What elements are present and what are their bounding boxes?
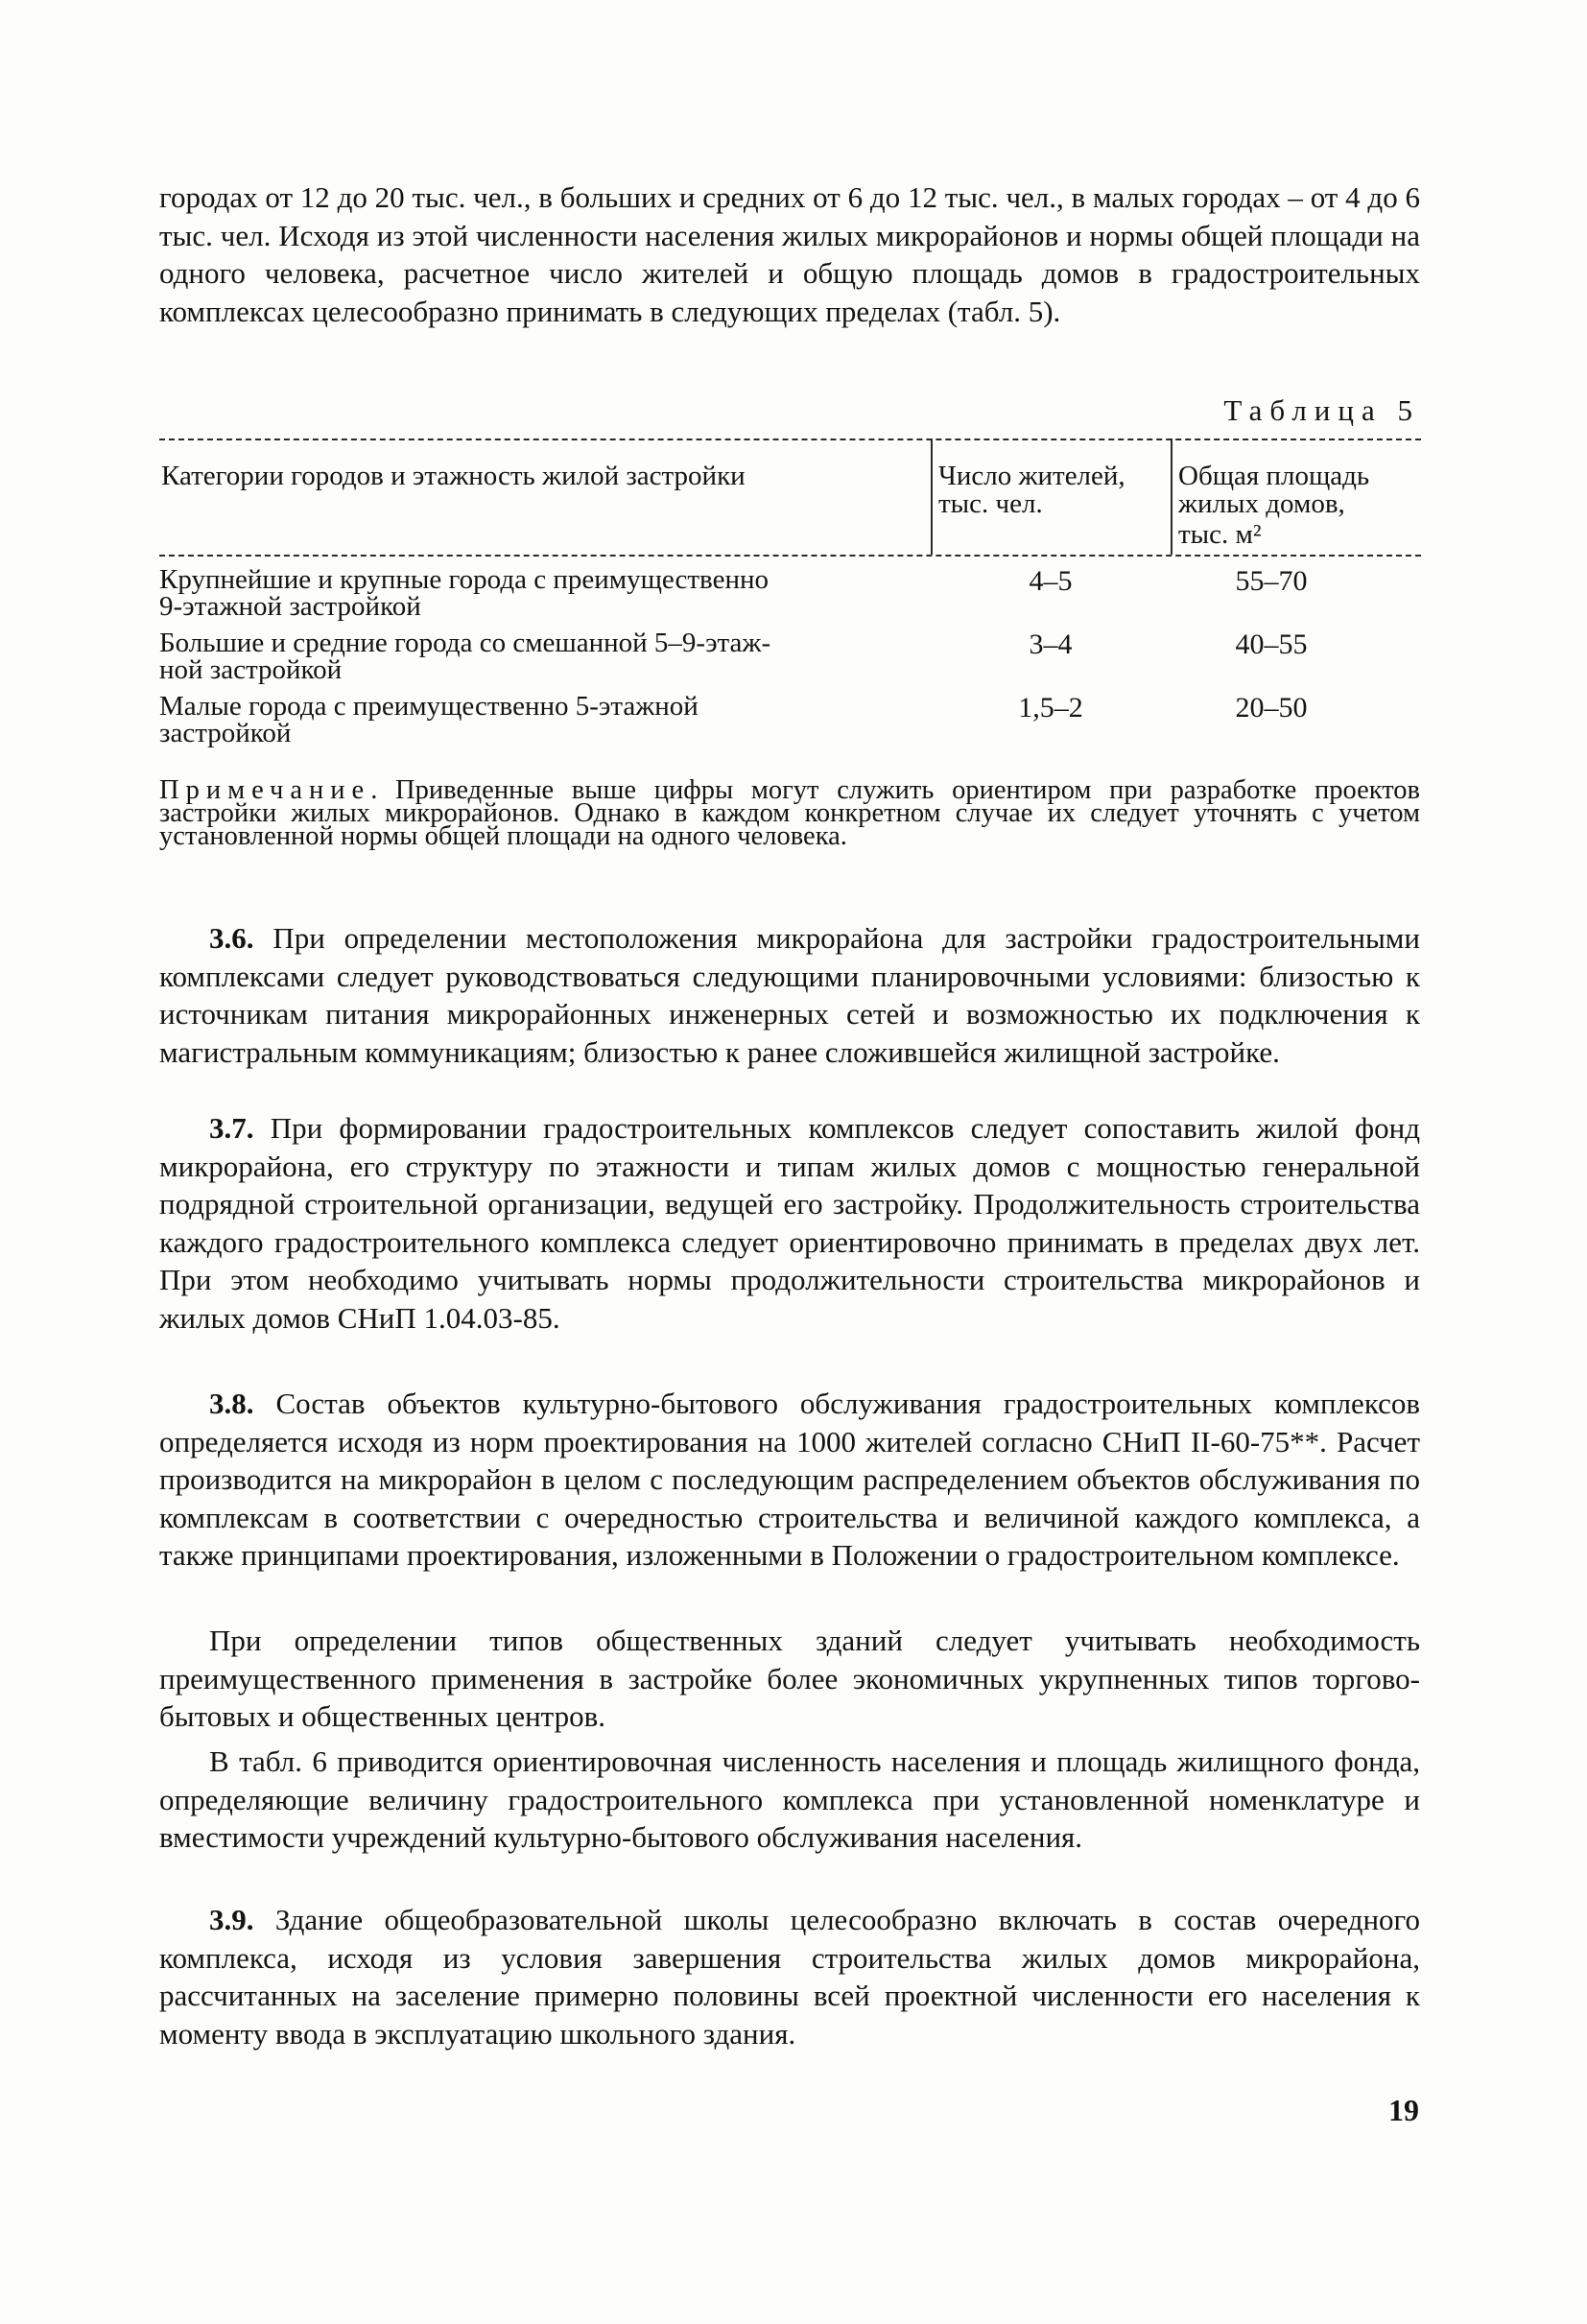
intro-paragraph: городах от 12 до 20 тыс. чел., в больших и средних от 6 до 12 тыс. чел., в малых городах – от 4 до 6 тыс. чел. Исходя из этой численности населения жилых микрорайонов и нормы общей площади на одного человека, расчетное число жителей и общую площадь домов в градостроительных комплексах целесообразно принимать в следующих пределах (табл. 5). — [159, 180, 1420, 328]
row2-area: 40–55 — [1235, 628, 1308, 660]
row1-category-line2: 9-этажной застройкой — [159, 591, 421, 622]
section-number: 3.7. — [209, 1111, 254, 1145]
header-area-line1: Общая площадь — [1178, 461, 1370, 491]
note-label: Примечание — [159, 775, 371, 805]
row1-area: 55–70 — [1235, 565, 1308, 597]
row1-residents: 4–5 — [1029, 565, 1073, 597]
section-3-7 — [159, 1109, 1420, 1337]
header-area-line2: жилых домов, — [1178, 488, 1345, 519]
table-header-rule — [159, 555, 1421, 557]
header-residents-line1: Число жителей, — [938, 461, 1125, 491]
row3-residents: 1,5–2 — [1018, 692, 1083, 723]
section-text: Состав объектов культурно-бытового обслуживания градостроительных комплексов определяется исходя из норм проектирования на 1000 жителей согласно СНиП II-60-75**. Расчет производится на микрорайон в целом с последующим распределением объектов обслуживания по комплексам в соответствии с очередностью строительства и величиной каждого комплекса, а также принципами проектирования, изложенными в Положении о градостроительном комплексе. — [159, 1387, 1420, 1572]
row3-area: 20–50 — [1235, 692, 1308, 723]
section-text: При формировании градостроительных комплексов следует сопоставить жилой фонд микрорайона, его структуру по этажности и типам жилых домов с мощностью генеральной подрядной строительной организации, ведущей его застройку. Продолжительность строительства каждого градостроительного комплекса следует ориентировочно принимать в пределах двух лет. При этом необходимо учитывать нормы продолжительности строительства микрорайонов и жилых домов СНиП 1.04.03-85. — [159, 1111, 1420, 1335]
section-text: При определении местоположения микрорайона для застройки градостроительными комплексами следует руководствоваться следующими планировочными условиями: близостью к источникам питания микрорайонных инженерных сетей и возможностью их подключения к магистральным коммуникациям; близостью к ранее сложившейся жилищной застройке. — [159, 921, 1420, 1069]
header-residents-line2: тыс. чел. — [938, 488, 1043, 519]
row3-category-line1: Малые города с преимущественно 5-этажной — [159, 691, 699, 722]
section-3-8 — [159, 1385, 1420, 1575]
section-3-9 — [159, 1901, 1420, 2052]
note-text: . Приведенные выше цифры могут служить ориентиром при разработке проектов застройки жилых микрорайонов. Однако в каждом конкретном случае их следует уточнять с учетом установленной нормы общей площади на одного человека. — [159, 775, 1420, 851]
table-note — [159, 775, 1420, 851]
header-area-line3: тыс. м² — [1178, 519, 1262, 550]
section-text: Здание общеобразовательной школы целесообразно включать в состав очередного комплекса, исходя из условия завершения строительства жилых домов микрорайона, рассчитанных на заселение примерно половины всей проектной численности его населения к моменту ввода в эксплуатацию школьного здания. — [159, 1903, 1420, 2051]
row2-category-line1: Большие и средние города со смешанной 5–9-этаж- — [159, 628, 771, 658]
section-number: 3.9. — [209, 1903, 254, 1936]
section-number: 3.8. — [209, 1387, 254, 1420]
row1-category-line1: Крупнейшие и крупные города с преимущественно — [159, 564, 769, 595]
table-col-separator — [1171, 439, 1172, 555]
section-3-6 — [159, 919, 1420, 1071]
table-top-rule — [159, 439, 1421, 440]
paragraph-public-buildings: При определении типов общественных зданий следует учитывать необходимость преимущественного применения в застройке более экономичных укрупненных типов торгово-бытовых и общественных центров. — [159, 1624, 1420, 1733]
paragraph-table-6: В табл. 6 приводится ориентировочная численность населения и площадь жилищного фонда, определяющие величину градостроительного комплекса при установленной номенклатуре и вместимости учреждений культурно-бытового обслуживания населения. — [159, 1744, 1420, 1854]
header-category: Категории городов и этажность жилой застройки — [161, 461, 746, 491]
row2-residents: 3–4 — [1029, 628, 1073, 660]
page-number: 19 — [1388, 2093, 1419, 2127]
table-col-separator — [931, 439, 933, 555]
table-label: Таблица 5 — [1223, 393, 1420, 427]
row2-category-line2: ной застройкой — [159, 654, 343, 685]
row3-category-line2: застройкой — [159, 718, 292, 748]
section-number: 3.6. — [209, 921, 254, 955]
